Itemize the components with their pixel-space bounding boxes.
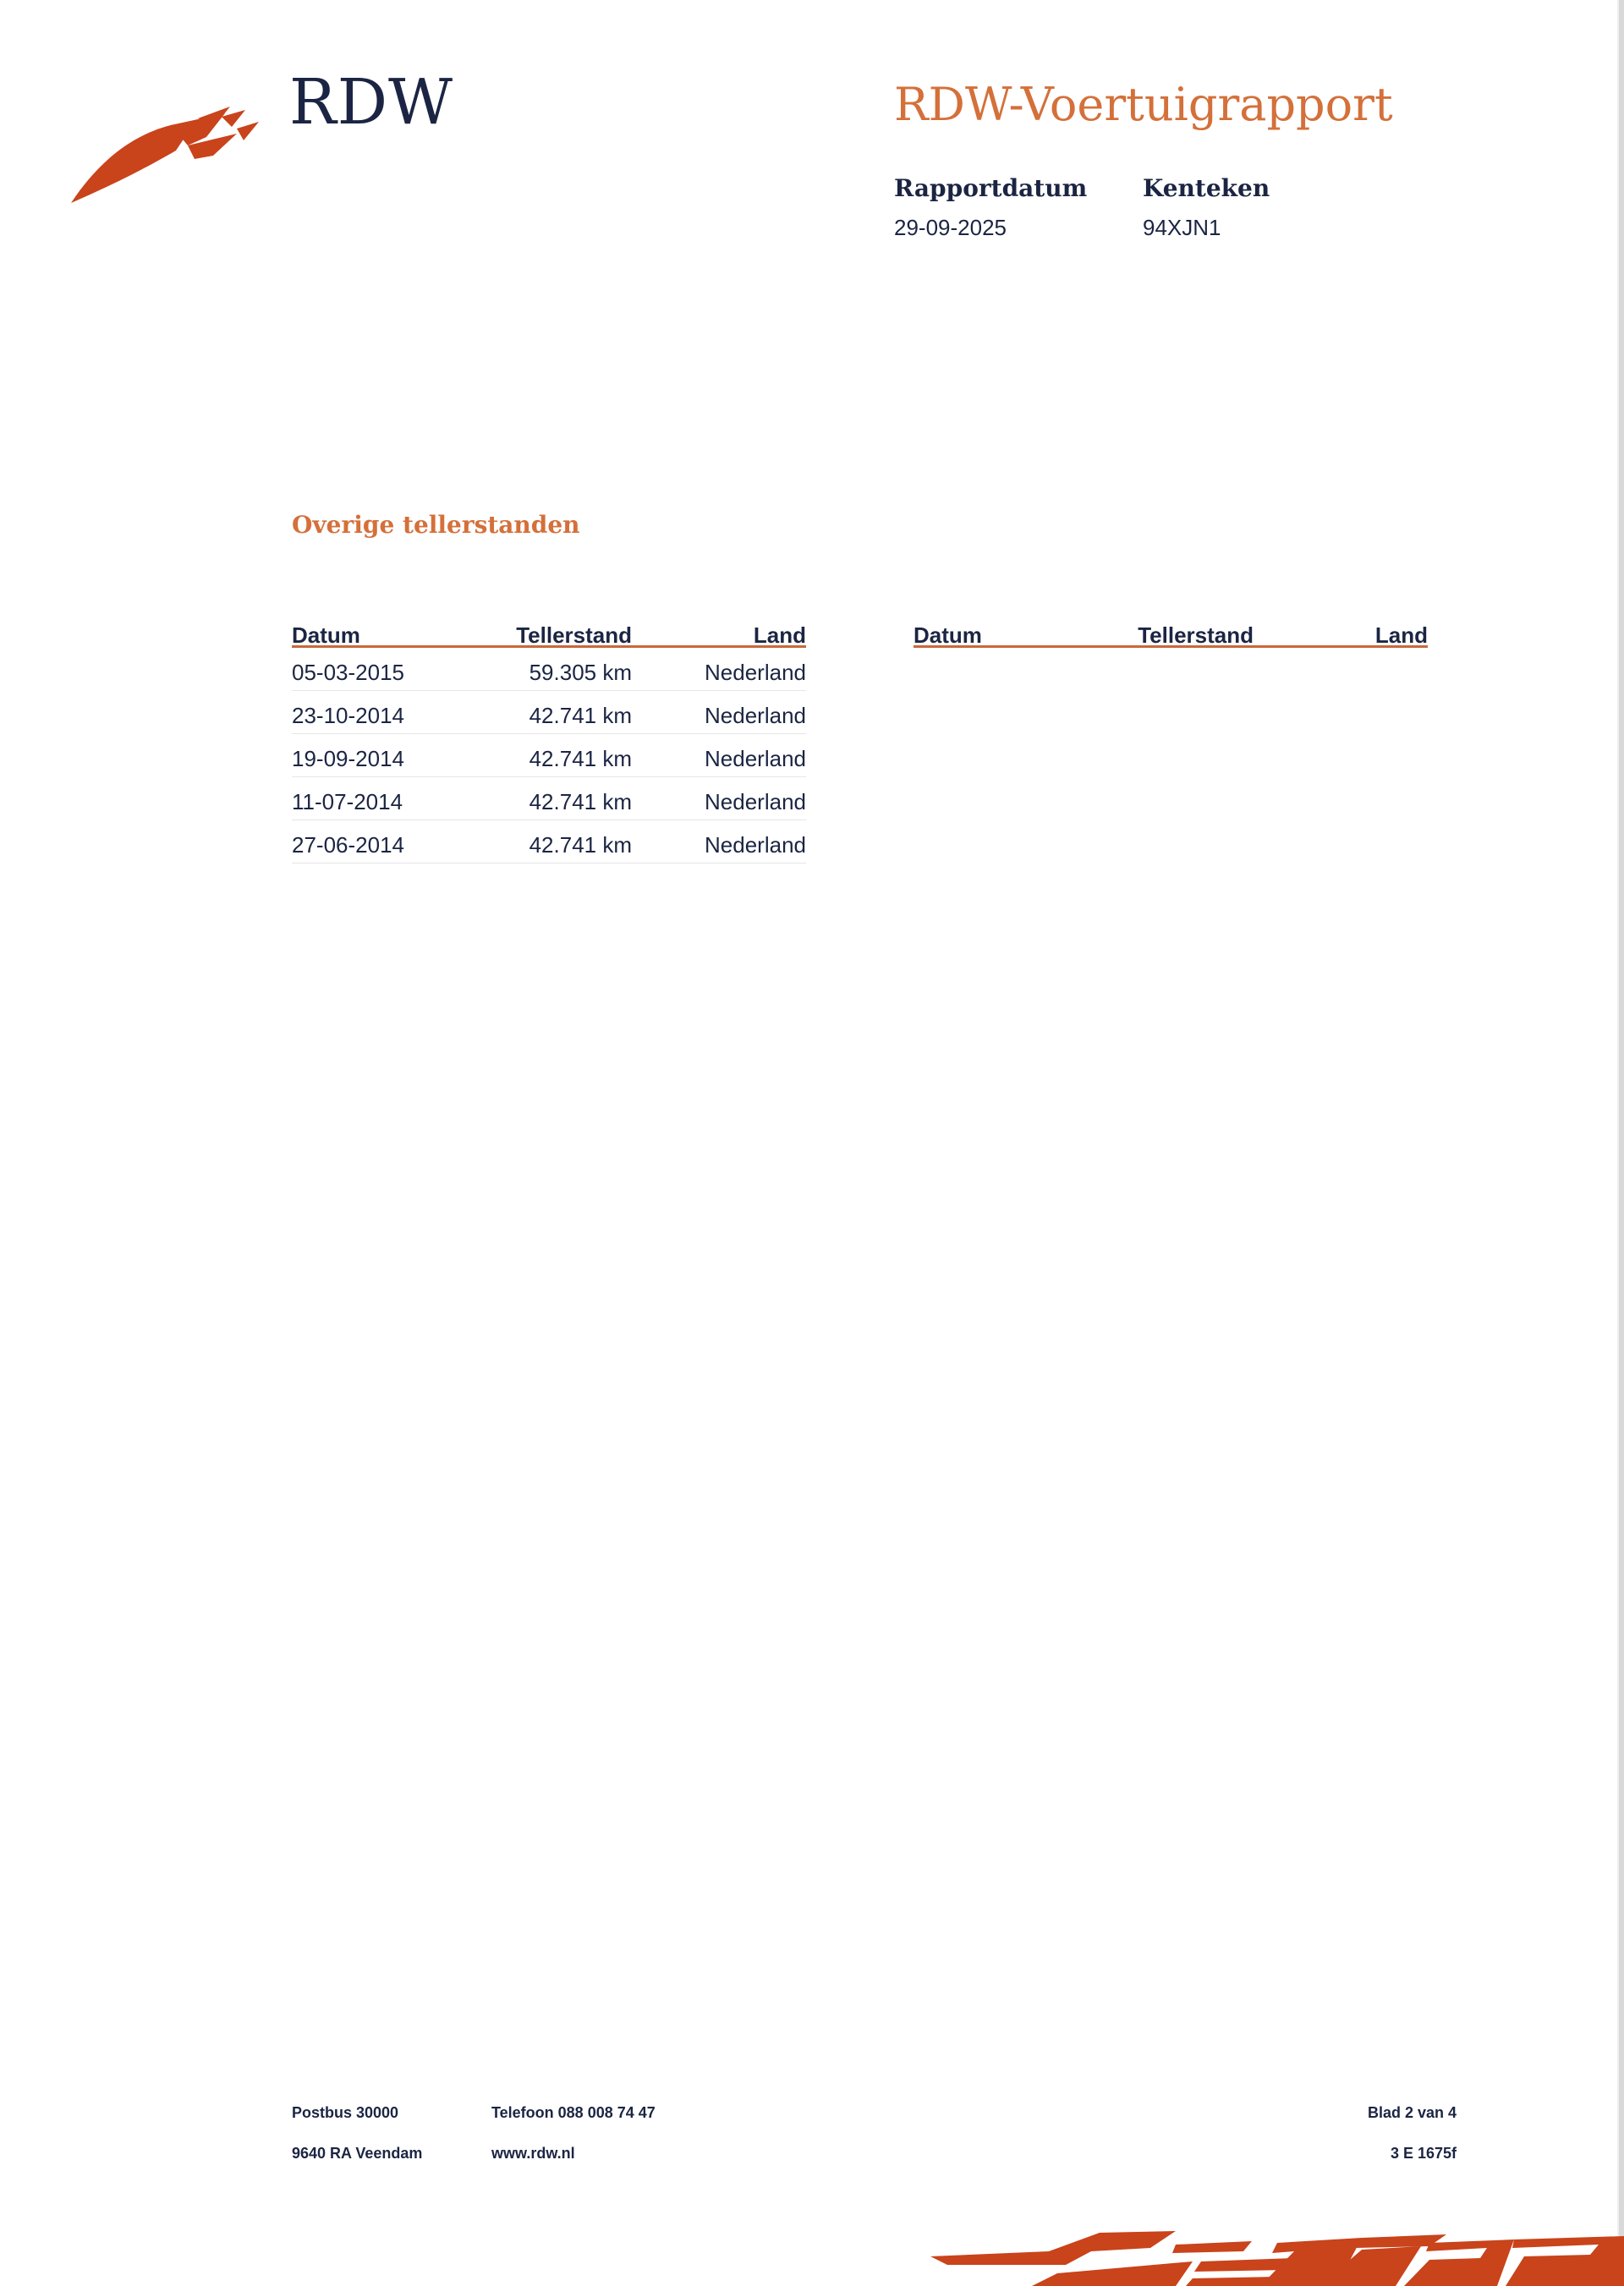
cell-land: Nederland [705,789,806,814]
kenteken-value: 94XJN1 [1143,215,1221,240]
page-edge [1619,0,1624,2286]
section-title: Overige tellerstanden [292,511,580,539]
footer-page-number: Blad 2 van 4 [1367,2104,1457,2121]
cell-datum: 19-09-2014 [292,746,404,771]
tellerstanden-table-right [914,619,1428,648]
table-row [292,734,806,777]
cell-land: Nederland [705,832,806,858]
tellerstanden-table-left [292,619,806,863]
footer-postbus: Postbus 30000 [292,2104,399,2121]
cell-datum: 27-06-2014 [292,832,404,858]
cell-land: Nederland [705,746,806,771]
cell-datum: 23-10-2014 [292,703,404,728]
cell-tellerstand: 42.741 km [529,832,632,858]
cell-tellerstand: 42.741 km [529,703,632,728]
column-header-tellerstand: Tellerstand [1138,622,1254,648]
table-header [914,619,1428,648]
rdw-stripes-decoration [922,2226,1624,2286]
table-header [292,619,806,648]
report-title: RDW-Voertuigrapport [894,78,1393,131]
rapportdatum-label: Rapportdatum [894,174,1088,202]
footer-code: 3 E 1675f [1390,2145,1457,2162]
rapportdatum-value: 29-09-2025 [894,215,1007,240]
cell-tellerstand: 42.741 km [529,746,632,771]
logo-text: RDW [289,66,454,139]
column-header-tellerstand: Tellerstand [516,622,632,648]
cell-land: Nederland [705,660,806,685]
footer-website-link[interactable]: www.rdw.nl [491,2145,575,2162]
column-header-land: Land [1374,622,1428,648]
cell-datum: 05-03-2015 [292,660,404,685]
kenteken-label: Kenteken [1143,174,1270,202]
table-row [292,820,806,863]
cell-datum: 11-07-2014 [292,789,403,814]
table-row [292,777,806,820]
cell-tellerstand: 59.305 km [529,660,632,685]
cell-land: Nederland [705,703,806,728]
cell-tellerstand: 42.741 km [529,789,632,814]
column-header-land: Land [753,622,806,648]
column-header-datum: Datum [914,622,982,648]
table-row [292,691,806,734]
column-header-datum: Datum [292,622,360,648]
footer-address: 9640 RA Veendam [292,2145,423,2162]
rdw-wing-logo-icon [71,103,262,208]
footer-telefoon: Telefoon 088 008 74 47 [491,2104,656,2121]
table-row [292,648,806,691]
